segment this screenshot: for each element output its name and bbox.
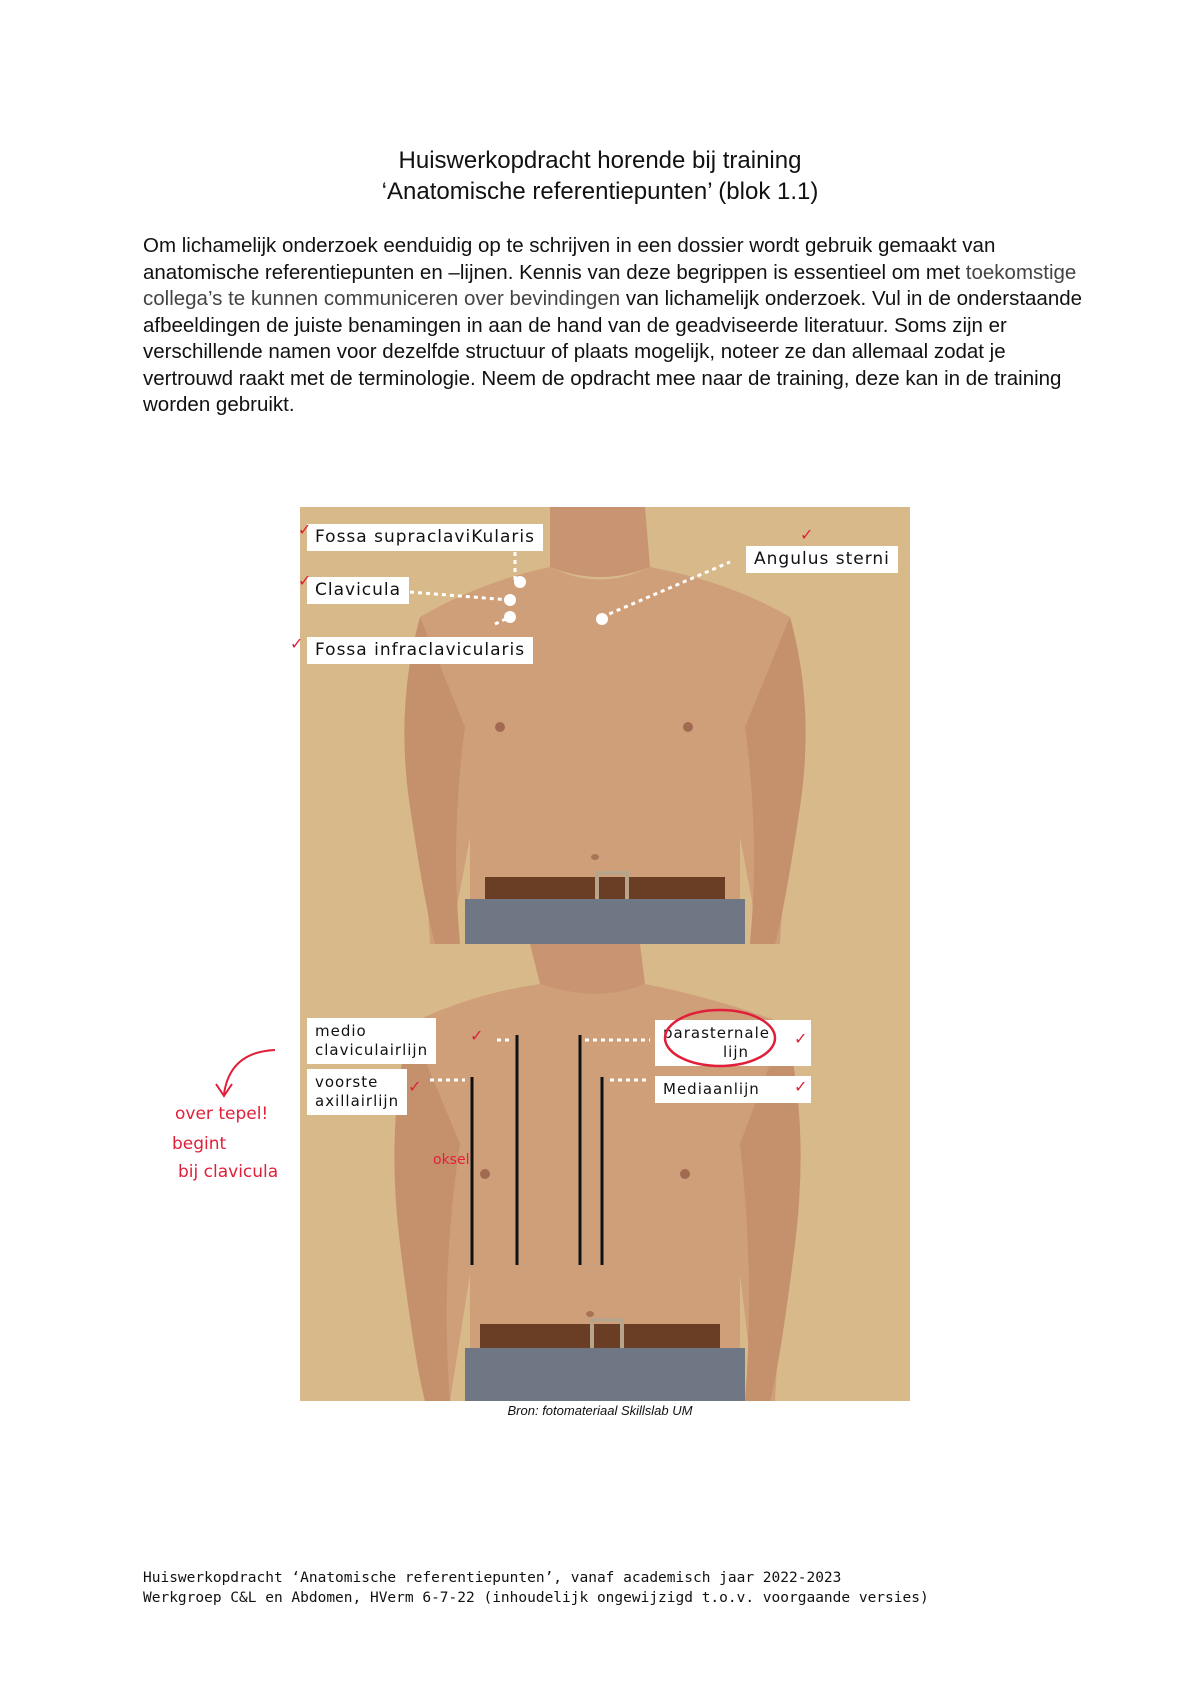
check-mark: ✓ [408, 1079, 422, 1096]
page-footer [143, 1568, 929, 1608]
note-bij-clavicula: bij clavicula [178, 1162, 279, 1182]
red-arrow [210, 1042, 280, 1102]
label-voorste-line-2: axillairlijn [315, 1092, 400, 1110]
label-angulus-sterni: Angulus sterni [746, 546, 898, 573]
label-parasternale-line-1: parasternale [663, 1024, 770, 1042]
label-voorste-line-1: voorste [315, 1073, 379, 1091]
label-clavicula: Clavicula [307, 577, 409, 604]
intro-part-3: van lichamelijk onderzoek. Vul in de onderstaande afbeeldingen de juiste benamingen in aan de hand van de geadviseerde literatuur. Soms zijn er verschillende namen voor dezelfde structuur of plaats mogelijk, noteer ze dan allemaal zodat je vertrouwd raakt met de terminologie. Neem de opdracht mee naar de training, deze kan in de training worden gebruikt. [143, 287, 1083, 416]
check-mark: ✓ [290, 636, 304, 653]
note-over-tepel: over tepel! [175, 1104, 269, 1124]
photo-chest-lines [300, 944, 910, 1401]
intro-part-1: Om lichamelijk onderzoek eenduidig op te schrijven in een dossier wordt gebruik gemaakt van anatomische referentiepunten en –lijnen. Kennis van deze begrippen is essentieel om met [143, 234, 996, 284]
footer-line-2: Werkgroep C&L en Abdomen, HVerm 6-7-22 (inhoudelijk ongewijzigd t.o.v. voorgaande versies) [143, 1590, 929, 1606]
label-medio-line-1: medio [315, 1022, 367, 1040]
footer-line-1: Huiswerkopdracht ‘Anatomische referentiepunten’, vanaf academisch jaar 2022-2023 [143, 1570, 842, 1586]
intro-part-2: toekomstige collega’s te kunnen communiceren over bevindingen [143, 260, 1077, 310]
note-oksel: oksel [433, 1152, 470, 1168]
check-mark: ✓ [794, 1031, 808, 1048]
circle-annotation [660, 1003, 780, 1073]
intro-paragraph [143, 233, 1083, 419]
label-medioclaviculairlijn [307, 1018, 436, 1064]
label-medio-line-2: claviculairlijn [315, 1041, 429, 1059]
check-mark: ✓ [794, 1079, 808, 1096]
check-mark: ✓ [470, 1028, 484, 1045]
label-fossa-supraclavicularis: Fossa supraclaviKularis [307, 524, 543, 551]
title-line-2: ‘Anatomische referentiepunten’ (blok 1.1) [381, 178, 819, 205]
photo-2-illustration [300, 944, 910, 1401]
label-parasternale-line-2: lijn [723, 1043, 750, 1061]
title-line-1: Huiswerkopdracht horende bij training [398, 147, 802, 174]
label-mediaanlijn: Mediaanlijn [655, 1076, 811, 1103]
check-mark: ✓ [800, 527, 814, 544]
check-mark: ✓ [298, 573, 312, 590]
note-begint: begint [172, 1134, 227, 1154]
check-mark: ✓ [298, 522, 312, 539]
figure-caption: Bron: fotomateriaal Skillslab UM [507, 1403, 693, 1418]
document-title [0, 145, 1200, 207]
label-fossa-infraclavicularis: Fossa infraclavicularis [307, 637, 533, 664]
label-voorste-axillairlijn [307, 1069, 407, 1115]
